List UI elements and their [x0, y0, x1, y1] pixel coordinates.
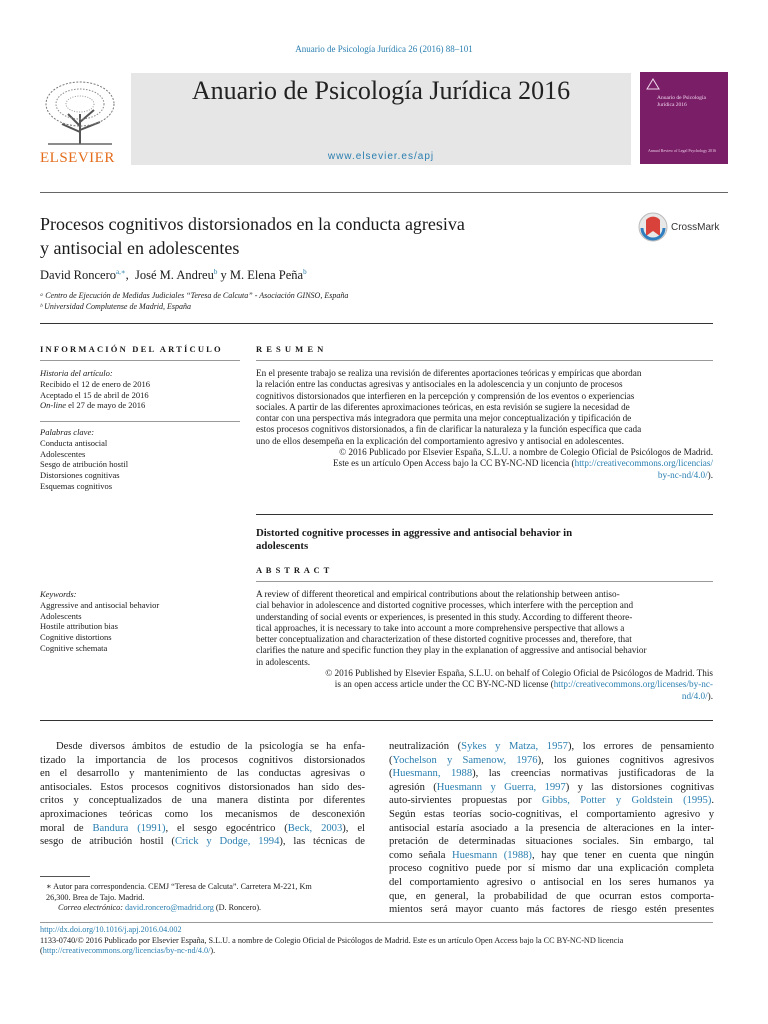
- footnote-rule: [40, 876, 90, 877]
- keywords-en-label: Keywords:: [40, 589, 77, 599]
- body-line: [389, 822, 714, 836]
- body-line: [40, 767, 365, 781]
- abstract-license-link[interactable]: http://creativecommons.org/licenses/by-nc-: [553, 679, 713, 690]
- author-list: [40, 268, 307, 283]
- abstract-line: understanding of social events or experiences, is presented in this study. According to different theore-: [256, 611, 633, 622]
- article-title-line-2: y antisocial en adolescentes: [40, 238, 240, 258]
- correspondence-footnote: [40, 882, 365, 914]
- author-separator: ,: [125, 268, 136, 283]
- footnote-email-line: [40, 903, 365, 914]
- author-affiliation-marker[interactable]: b: [213, 268, 218, 276]
- citation-link[interactable]: Crick y Dodge, 1994: [174, 836, 280, 848]
- bottom-license-line: [40, 946, 730, 957]
- keywords-en: [40, 589, 240, 654]
- elsevier-wordmark: ELSEVIER: [40, 150, 115, 166]
- email-label: Correo electrónico:: [58, 903, 125, 912]
- author-name: M. Elena Peña: [229, 268, 304, 283]
- abstract-line: A review of different theoretical and empirical contributions about the relationship between antiso-: [256, 589, 620, 599]
- section-divider: [40, 323, 713, 324]
- resumen-body: [256, 368, 713, 481]
- resumen-divider: [256, 360, 713, 361]
- crossmark-label: CrossMark: [671, 221, 720, 233]
- body-line: [389, 890, 714, 904]
- abstract-line: clarifies the nature and specific function they play in the explanation of aggressive and antisocial behavior: [256, 645, 647, 656]
- abstract-heading: A B S T R A C T: [256, 565, 331, 575]
- resumen-line: cognitivos distorsionados que interfieren en la percepción y comprensión de los eventos o experiencias: [256, 390, 635, 401]
- resumen-line: En el presente trabajo se realiza una revisión de diferentes aportaciones teóricas y empíricas que abordan: [256, 368, 642, 378]
- crossmark-button[interactable]: [638, 212, 719, 242]
- article-title: [40, 212, 540, 260]
- keyword: Cognitive schemata: [40, 642, 108, 653]
- body-text: antisociales. Estos procesos cognitivos distorsionados han sido des-: [40, 781, 365, 793]
- body-text: que, en general, la probabilidad de que ocurran estos comporta-: [389, 890, 714, 902]
- body-text: Según estas teorías socio-cognitivas, el comportamiento agresivo y: [389, 808, 714, 820]
- keyword: Distorsiones cognitivas: [40, 470, 120, 481]
- body-line: [40, 822, 365, 836]
- abstract-license-link[interactable]: nd/4.0/: [681, 690, 708, 701]
- body-text: ), las técnicas de: [279, 836, 365, 848]
- keywords-es: [40, 427, 240, 492]
- body-text: mientos será mayor cuanto más factores de riesgo estén presentes: [389, 904, 714, 916]
- abstract-divider: [256, 514, 713, 515]
- body-text: moral de: [40, 822, 93, 834]
- crossmark-icon: [638, 212, 668, 242]
- body-text: ) y las distorsiones cognitivas: [565, 781, 714, 793]
- accepted-date: Aceptado el 15 de abril de 2016: [40, 389, 149, 400]
- resumen-copyright: © 2016 Publicado por Elsevier España, S.L.U. a nombre de Colegio Oficial de Psicólogos de Madrid.: [339, 447, 713, 458]
- body-line: [40, 835, 365, 849]
- body-line: [40, 740, 365, 754]
- body-text: pretación de determinadas situaciones sociales. Sin embargo, tal: [389, 836, 714, 848]
- body-line: [389, 849, 714, 863]
- article-info-heading: INFORMACIÓN DEL ARTÍCULO: [40, 344, 223, 354]
- abstract-line: tical approaches, it is necessary to take into account a more comprehensive perspective that allows a: [256, 622, 625, 633]
- history-label: Historia del artículo:: [40, 368, 113, 378]
- bottom-divider: [40, 922, 713, 923]
- body-line: [40, 754, 365, 768]
- cover-emblem-icon: [646, 78, 660, 90]
- resumen-line: estos procesos cognitivos distorsionados, a fin de clarificar la naturaleza y la función específica que cada: [256, 424, 642, 435]
- citation-link[interactable]: Yochelson y Samenow, 1976: [392, 754, 538, 766]
- body-line: [389, 808, 714, 822]
- body-text: ), las creencias normativas justificadoras de la: [472, 768, 714, 780]
- body-right-column: [389, 740, 714, 917]
- online-date-line: [40, 400, 240, 411]
- keywords-label: Palabras clave:: [40, 427, 95, 437]
- author-name: David Roncero: [40, 268, 117, 283]
- body-line: [40, 808, 365, 822]
- body-text: agresión (: [389, 781, 437, 793]
- citation-link[interactable]: Huesmann (1988): [451, 849, 532, 861]
- body-line: [389, 794, 714, 808]
- doi-link[interactable]: http://dx.doi.org/10.1016/j.apj.2016.04.002: [40, 925, 182, 934]
- body-line: [389, 876, 714, 890]
- received-date: Recibido el 12 de enero de 2016: [40, 378, 150, 389]
- article-title-line-1: Procesos cognitivos distorsionados en la conducta agresiva: [40, 214, 465, 234]
- abstract-line: better conceptualization and characterization of these distorted cognitive processes and, therefore, that: [256, 634, 632, 645]
- body-line: [389, 903, 714, 917]
- resumen-license-link[interactable]: http://creativecommons.org/licencias/: [574, 458, 713, 469]
- body-text: (: [389, 768, 393, 780]
- author-affiliation-marker[interactable]: a,∗: [116, 268, 126, 276]
- body-text: sesgo de atribución hostil (: [40, 836, 175, 848]
- body-text: , hay que tener en cuenta que ningún: [531, 849, 714, 861]
- body-left-column: [40, 740, 365, 849]
- abstract-license-line: [256, 691, 713, 702]
- english-title-line-2: adolescents: [256, 540, 309, 552]
- citation-link[interactable]: Sykes y Matza, 1957: [461, 741, 568, 752]
- online-date: el 27 de mayo de 2016: [65, 400, 146, 411]
- body-line: [389, 740, 714, 754]
- resumen-line: sociales. A partir de las diferentes aproximaciones teóricas, en esta revisión se sugiere la necesidad de: [256, 401, 630, 412]
- body-text: Desde diversos ámbitos de estudio de la psicología se ha enfa-: [56, 741, 365, 752]
- keyword: Adolescents: [40, 610, 82, 621]
- body-text: ), los guiones cognitivos agresivos: [537, 754, 714, 766]
- body-text: en el desarrollo y mantenimiento de las conductas agresivas o: [40, 768, 365, 780]
- body-text: tizado la importancia de los procesos cognitivos distorsionados: [40, 754, 365, 766]
- keyword: Hostile attribution bias: [40, 621, 118, 632]
- body-line: [40, 781, 365, 795]
- footnote-line: ∗ Autor para correspondencia. CEMJ “Teresa de Calcuta”. Carretera M-221, Km: [46, 882, 312, 891]
- body-text: antisocial estaría asociado a la presencia de alteraciones en la inter-: [389, 822, 714, 834]
- journal-title: Anuario de Psicología Jurídica 2016: [191, 76, 571, 105]
- info-divider: [40, 360, 240, 361]
- resumen-license-text: Este es un artículo Open Access bajo la CC BY-NC-ND licencia (: [333, 458, 575, 469]
- body-divider: [40, 720, 713, 721]
- author-email-link[interactable]: david.roncero@madrid.org: [125, 903, 214, 912]
- body-text: auto-sirvientes propuestas por: [389, 795, 542, 807]
- abstract-line: in adolescents.: [256, 656, 311, 667]
- resumen-license-line: [256, 458, 713, 469]
- citation-link[interactable]: Huesmann y Guerra, 1997: [436, 781, 566, 793]
- body-text: (: [389, 754, 393, 766]
- journal-url-link[interactable]: www.elsevier.es/apj: [327, 151, 435, 162]
- publication-info: [40, 925, 730, 957]
- article-history: [40, 368, 240, 411]
- resumen-line: la relación entre las conductas agresivas y antisociales en la adolescencia y un conjunto de procesos: [256, 379, 623, 390]
- keyword: Conducta antisocial: [40, 437, 108, 448]
- english-title: [256, 527, 696, 553]
- abstract-license-text: is an open access article under the CC BY-NC-ND license (: [334, 679, 554, 690]
- info-divider: [40, 421, 240, 422]
- footnote-line: 26,300. Brea de Tajo. Madrid.: [46, 892, 145, 902]
- citation-link[interactable]: Bandura (1991): [92, 822, 166, 834]
- body-text: .: [711, 795, 714, 807]
- body-text: del comportamiento agresivo o antisocial en los seres humanos ya: [389, 876, 714, 888]
- resumen-license-line: [256, 470, 713, 481]
- journal-citation[interactable]: Anuario de Psicología Jurídica 26 (2016) 88–101: [295, 44, 473, 54]
- keyword: Adolescentes: [40, 448, 86, 459]
- body-text: aproximaciones teóricas como los mecanismos de desconexión: [40, 808, 365, 820]
- affiliation-a: ᵃ Centro de Ejecución de Medidas Judiciales “Teresa de Calcuta” - Asociación GINSO, España: [40, 291, 349, 300]
- body-line: [389, 754, 714, 768]
- abstract-line: cial behavior in adolescence and distorted cognitive processes, which interfere with the perception and: [256, 600, 634, 611]
- author-separator: y: [217, 268, 230, 283]
- resumen-license-end: ).: [707, 469, 713, 480]
- bottom-license-link[interactable]: http://creativecommons.org/licencias/by-nc-nd/4.0/: [42, 946, 211, 955]
- author-affiliation-marker[interactable]: b: [303, 268, 307, 276]
- abstract-license-line: [256, 679, 713, 690]
- keyword: Aggressive and antisocial behavior: [40, 599, 160, 610]
- body-text: neutralización (: [389, 741, 462, 752]
- citation-link[interactable]: Huesmann, 1988: [392, 768, 473, 780]
- resumen-heading: R E S U M E N: [256, 344, 325, 354]
- bottom-license-close: ).: [210, 946, 216, 955]
- keyword: Esquemas cognitivos: [40, 480, 113, 491]
- body-line: [389, 862, 714, 876]
- body-text: critos y conceptualizados de una manera distinta por diferentes: [40, 795, 365, 807]
- bottom-license-open: (: [40, 946, 43, 955]
- keyword: Sesgo de atribución hostil: [40, 459, 129, 470]
- resumen-line: uno de ellos desempeña en la explicación del comportamiento agresivo y antisocial en adolescentes.: [256, 435, 624, 446]
- abstract-body: [256, 589, 713, 702]
- body-text: proceso cognitivo puede por sí mismo dar una explicación completa: [389, 863, 714, 875]
- body-line: [389, 835, 714, 849]
- citation-link[interactable]: Gibbs, Potter y Goldstein (1995): [541, 795, 712, 807]
- affiliation-b: ᵇ Universidad Complutense de Madrid, España: [40, 302, 192, 311]
- citation-link[interactable]: Beck, 2003: [287, 822, 343, 834]
- keyword: Cognitive distortions: [40, 632, 112, 643]
- english-title-line-1: Distorted cognitive processes in aggressive and antisocial behavior in: [256, 527, 573, 539]
- body-text: ), los errores de pensamiento: [567, 741, 714, 752]
- cover-title: Anuario de Psicología Jurídica 2016: [657, 95, 706, 108]
- body-line: [389, 781, 714, 795]
- abstract-copyright: © 2016 Published by Elsevier España, S.L.U. on behalf of Colegio Oficial de Psicólogos de Madrid. This: [325, 668, 713, 679]
- body-text: , el sesgo egocéntrico (: [165, 822, 288, 834]
- body-text: ), el: [342, 822, 365, 834]
- header-divider: [40, 192, 728, 193]
- online-label: On-line: [40, 400, 66, 411]
- email-suffix: (D. Roncero).: [213, 903, 262, 912]
- body-text: como señala: [389, 849, 452, 861]
- issn-line: 1133-0740/© 2016 Publicado por Elsevier España, S.L.U. a nombre de Colegio Oficial de Psicólogos de Madrid. Este es un artículo Open Access bajo la CC BY-NC-ND licencia: [40, 935, 624, 945]
- body-line: [389, 767, 714, 781]
- cover-footer: Annual Review of Legal Psychology 2016: [648, 148, 717, 153]
- body-line: [40, 794, 365, 808]
- author-name: José M. Andreu: [135, 268, 214, 283]
- resumen-line: contar con una perspectiva más integradora que permita una mejor conceptualización y tipificación de: [256, 413, 632, 424]
- resumen-license-link[interactable]: by-nc-nd/4.0/: [657, 469, 708, 480]
- abstract-license-end: ).: [707, 690, 713, 701]
- abstract-heading-divider: [256, 581, 713, 582]
